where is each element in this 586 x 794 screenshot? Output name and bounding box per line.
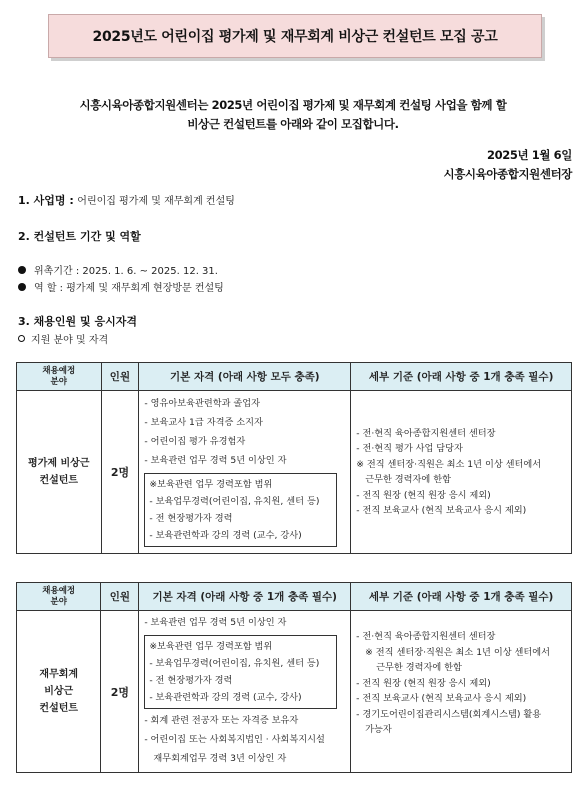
detail-cell: - 전·현직 육아종합지원센터 센터장 ※ 전직 센터장·직원은 최소 1년 이상 센터에서 근무한 경력자에 한함 - 전직 원장 (현직 원장 응시 제외) - 전직 보육교사 (현직 보육교사 응시 제외) - 경기도어린이집관리시스템(회계시스템) 활용 가능자 (351, 611, 572, 773)
category-cell: 평가제 비상근 컨설턴트 (17, 391, 102, 554)
header-field: 채용예정 분야 (17, 583, 101, 611)
section-2-label: 2. 컨설턴트 기간 및 역할 (18, 230, 141, 243)
table-header-row (17, 583, 572, 611)
header-count: 인원 (101, 363, 139, 391)
header-count: 인원 (101, 583, 139, 611)
count-cell: 2명 (101, 391, 139, 554)
section-3-sub-text: 지원 분야 및 자격 (31, 335, 109, 346)
career-scope-box: ※보육관련 업무 경력포함 범위 - 보육업무경력(어린이집, 유치원, 센터 등) - 전 현장평가자 경력 - 보육관련학과 강의 경력 (교수, 강사) (144, 635, 337, 709)
role-item (18, 279, 224, 294)
basic-cell: - 보육관련 업무 경력 5년 이상인 자 ※보육관련 업무 경력포함 범위 - 보육업무경력(어린이집, 유치원, 센터 등) - 전 현장평가자 경력 - 보육관련학과 강의 경력 (교수, 강사) - 회계 관련 전공자 또는 자격증 보유자 - 어린이집 또는 사회복지법인 · 사회복지시설 재무회계업무 경력 3년 이상인 자 (139, 611, 351, 773)
notice-title: 2025년도 어린이집 평가제 및 재무회계 비상근 컨설턴트 모집 공고 (48, 14, 542, 58)
date-block (443, 146, 572, 184)
header-basic: 기본 자격 (아래 사항 중 1개 충족 필수) (139, 583, 351, 611)
header-detail: 세부 기준 (아래 사항 중 1개 충족 필수) (351, 583, 572, 611)
term-item (18, 262, 218, 277)
header-detail: 세부 기준 (아래 사항 중 1개 충족 필수) (351, 363, 572, 391)
intro-line-1: 시흥시육아종합지원센터는 2025년 어린이집 평가제 및 재무회계 컨설팅 사업을 함께 할 (79, 98, 507, 112)
notice-date: 2025년 1월 6일 (487, 148, 572, 162)
organization-name: 시흥시육아종합지원센터장 (443, 167, 572, 181)
recruit-table-evaluation (16, 362, 572, 554)
section-1 (18, 192, 235, 208)
category-cell: 재무회계 비상근 컨설턴트 (17, 611, 101, 773)
recruit-table-accounting (16, 582, 572, 773)
header-field: 채용예정 분야 (17, 363, 102, 391)
table-header-row (17, 363, 572, 391)
section-1-label: 1. 사업명 : (18, 194, 74, 207)
section-3-label: 3. 채용인원 및 응시자격 (18, 315, 137, 328)
bullet-icon (18, 266, 26, 274)
table-row (17, 611, 572, 773)
section-1-value: 어린이집 평가제 및 재무회계 컨설팅 (77, 196, 235, 207)
intro-text (0, 96, 586, 134)
circle-icon (18, 335, 25, 342)
basic-cell: - 영유아보육관련학과 졸업자 - 보육교사 1급 자격증 소지자 - 어린이집 평가 유경험자 - 보육관련 업무 경력 5년 이상인 자 ※보육관련 업무 경력포함 범위 - 보육업무경력(어린이집, 유치원, 센터 등) - 전 현장평가자 경력 - 보육관련학과 강의 경력 (교수, 강사) (139, 391, 351, 554)
intro-line-2: 비상근 컨설턴트를 아래와 같이 모집합니다. (187, 117, 399, 131)
section-3-sub (18, 331, 108, 346)
term-text: 위촉기간 : 2025. 1. 6. ~ 2025. 12. 31. (34, 266, 218, 277)
count-cell: 2명 (101, 611, 139, 773)
role-text: 역 할 : 평가제 및 재무회계 현장방문 컨설팅 (34, 283, 224, 294)
header-basic: 기본 자격 (아래 사항 모두 충족) (139, 363, 351, 391)
bullet-icon (18, 283, 26, 291)
table-row (17, 391, 572, 554)
career-scope-box: ※보육관련 업무 경력포함 범위 - 보육업무경력(어린이집, 유치원, 센터 등) - 전 현장평가자 경력 - 보육관련학과 강의 경력 (교수, 강사) (144, 473, 337, 547)
detail-cell: - 전·현직 육아종합지원센터 센터장 - 전·현직 평가 사업 담당자 ※ 전직 센터장·직원은 최소 1년 이상 센터에서 근무한 경력자에 한함 - 전직 원장 (현직 원장 응시 제외) - 전직 보육교사 (현직 보육교사 응시 제외) (351, 391, 572, 554)
